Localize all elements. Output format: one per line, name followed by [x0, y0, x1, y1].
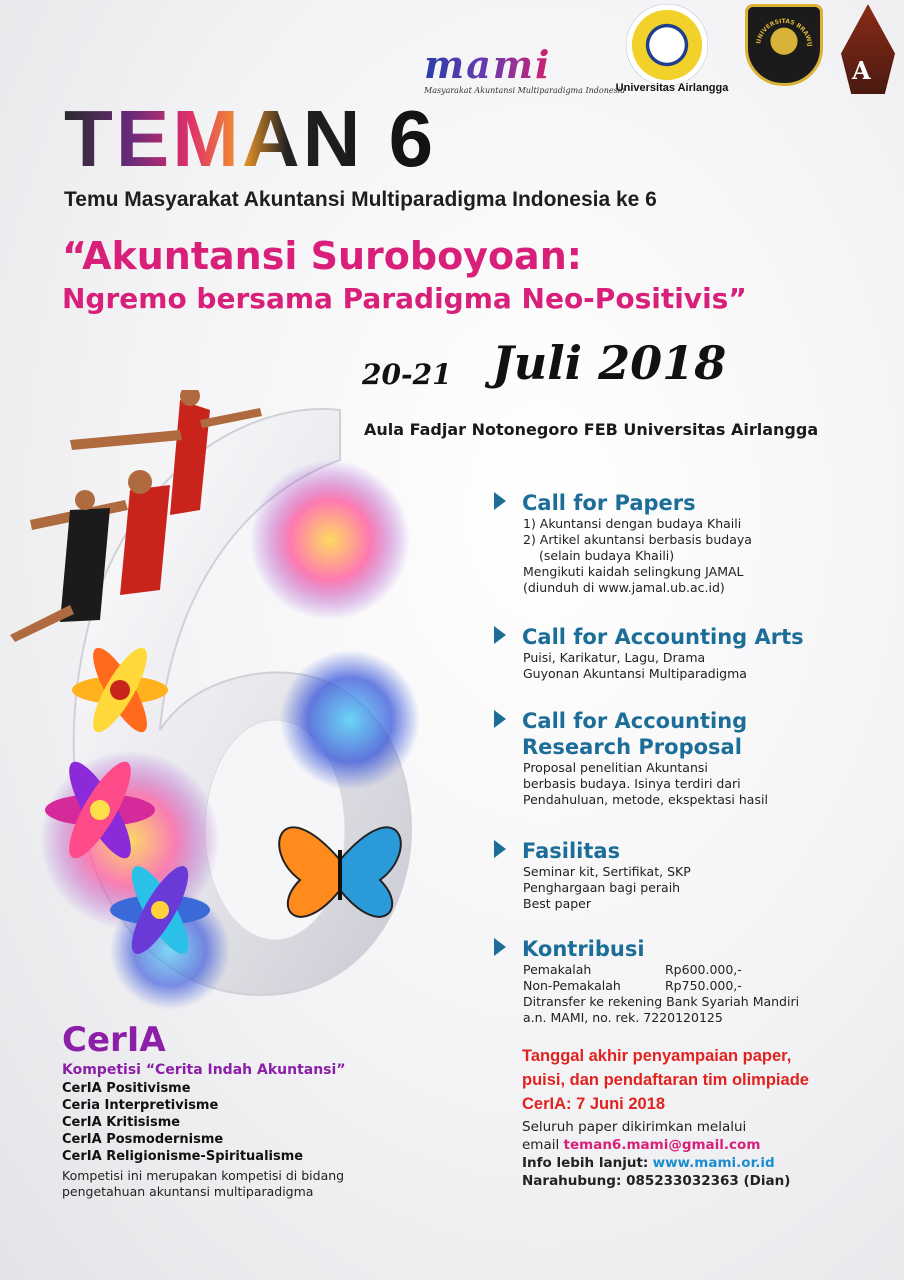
contact-person-value: 085233032363 (Dian): [626, 1173, 791, 1189]
body-line: Seminar kit, Sertifikat, SKP: [523, 864, 691, 879]
body-line: 1) Akuntansi dengan budaya Khaili: [523, 516, 742, 531]
ub-seal-icon: [745, 4, 823, 86]
section-title: Call for Papers: [522, 491, 696, 515]
mami-wordmark: mami: [424, 46, 614, 84]
fee-row: [523, 978, 894, 994]
mami-logo: [424, 42, 626, 95]
section-body: [523, 760, 894, 808]
list-item: CerIA Religionisme-Spiritualisme: [62, 1149, 304, 1164]
email-label: email: [522, 1137, 560, 1153]
ub-seal-text: UNIVERSITAS BRAWIJ: [755, 17, 814, 47]
unair-label: Universitas Airlangga: [615, 82, 729, 94]
ceria-subtitle: Kompetisi “Cerita Indah Akuntansi”: [62, 1062, 346, 1078]
email-link[interactable]: teman6.mami@gmail.com: [563, 1137, 761, 1153]
section-title: [522, 708, 747, 760]
poster-artwork: [10, 390, 480, 1010]
section-body: [523, 962, 894, 1026]
contact-info: [522, 1118, 790, 1190]
section-title-line: Research Proposal: [522, 735, 742, 759]
list-item: CerIA Posmodernisme: [62, 1132, 224, 1147]
section-body: [523, 864, 894, 912]
event-subtitle: Temu Masyarakat Akuntansi Multiparadigma Indonesia ke 6: [64, 188, 657, 211]
section-title-line: Call for Accounting: [522, 709, 748, 733]
mami-tagline: Masyarakat Akuntansi Multiparadigma Indonesia: [424, 86, 626, 95]
ub-seal-ring: [748, 7, 820, 83]
list-item: CerIA Positivisme: [62, 1081, 191, 1096]
body-line: Proposal penelitian Akuntansi: [523, 760, 708, 775]
deadline-line: CerIA: 7 Juni 2018: [522, 1095, 666, 1113]
ceria-title: CerIA: [62, 1020, 166, 1060]
event-venue: Aula Fadjar Notonegoro FEB Universitas Airlangga: [364, 420, 819, 439]
section-title: Fasilitas: [522, 839, 621, 863]
body-line: Ditransfer ke rekening Bank Syariah Mandiri: [523, 994, 800, 1009]
body-line: Best paper: [523, 896, 592, 911]
note-line: pengetahuan akuntansi multiparadigma: [62, 1184, 314, 1199]
triangle-bullet-icon: [494, 938, 506, 956]
section-call-for-proposal: [494, 708, 894, 808]
section-body: [523, 516, 894, 596]
body-line: (diunduh di www.jamal.ub.ac.id): [523, 580, 725, 595]
wayang-letter-icon: A: [852, 56, 871, 85]
section-title: Kontribusi: [522, 937, 645, 961]
theme-line-1: “Akuntansi Suroboyoan:: [62, 234, 582, 278]
fee-row: [523, 962, 894, 978]
event-date-days: 20-21: [362, 358, 452, 391]
triangle-bullet-icon: [494, 626, 506, 644]
fee-amount: Rp750.000,-: [665, 978, 742, 993]
deadline-notice: [522, 1044, 809, 1116]
list-item: CerIA Kritisisme: [62, 1115, 181, 1130]
deadline-line: Tanggal akhir penyampaian paper,: [522, 1047, 792, 1065]
list-item: Ceria Interpretivisme: [62, 1098, 219, 1113]
ceria-category-list: [62, 1080, 303, 1165]
body-line: Pendahuluan, metode, ekspektasi hasil: [523, 792, 768, 807]
body-line: a.n. MAMI, no. rek. 7220120125: [523, 1010, 723, 1025]
email-row: [522, 1136, 790, 1154]
fee-label: Pemakalah: [523, 962, 592, 977]
body-line: Mengikuti kaidah selingkung JAMAL: [523, 564, 744, 579]
paint-splash-2: [280, 650, 420, 790]
body-line: Guyonan Akuntansi Multiparadigma: [523, 666, 747, 681]
svg-text:UNIVERSITAS BRAWIJAYA: [748, 7, 813, 47]
deadline-line: puisi, dan pendaftaran tim olimpiade: [522, 1071, 809, 1089]
submission-line: Seluruh paper dikirimkan melalui: [522, 1119, 747, 1135]
body-line: (selain budaya Khaili): [539, 548, 675, 563]
contact-person-label: Narahubung:: [522, 1173, 622, 1189]
section-title: Call for Accounting Arts: [522, 625, 804, 649]
triangle-bullet-icon: [494, 492, 506, 510]
note-line: Kompetisi ini merupakan kompetisi di bidang: [62, 1168, 345, 1183]
fee-label: Non-Pemakalah: [523, 978, 621, 993]
theme-line-2: Ngremo bersama Paradigma Neo-Positivis”: [62, 282, 747, 315]
body-line: 2) Artikel akuntansi berbasis budaya: [523, 532, 752, 547]
info-label: Info lebih lanjut:: [522, 1155, 649, 1171]
section-body: [523, 650, 894, 682]
fee-amount: Rp600.000,-: [665, 962, 742, 977]
unair-seal-icon: [626, 4, 708, 86]
paint-splash-1: [250, 460, 410, 620]
ceria-note: [62, 1168, 344, 1200]
website-row: [522, 1154, 790, 1172]
body-line: Puisi, Karikatur, Lagu, Drama: [523, 650, 706, 665]
body-line: berbasis budaya. Isinya terdiri dari: [523, 776, 741, 791]
event-date-month: Juli 2018: [492, 336, 727, 390]
triangle-bullet-icon: [494, 840, 506, 858]
section-call-for-arts: [494, 624, 894, 682]
contact-person-row: [522, 1172, 790, 1190]
triangle-bullet-icon: [494, 710, 506, 728]
website-link[interactable]: www.mami.or.id: [652, 1155, 775, 1171]
section-contribution: [494, 936, 894, 1026]
section-call-for-papers: [494, 490, 894, 596]
section-facilities: [494, 838, 894, 912]
body-line: Penghargaan bagi peraih: [523, 880, 681, 895]
event-title: TEMAN 6: [64, 94, 437, 183]
